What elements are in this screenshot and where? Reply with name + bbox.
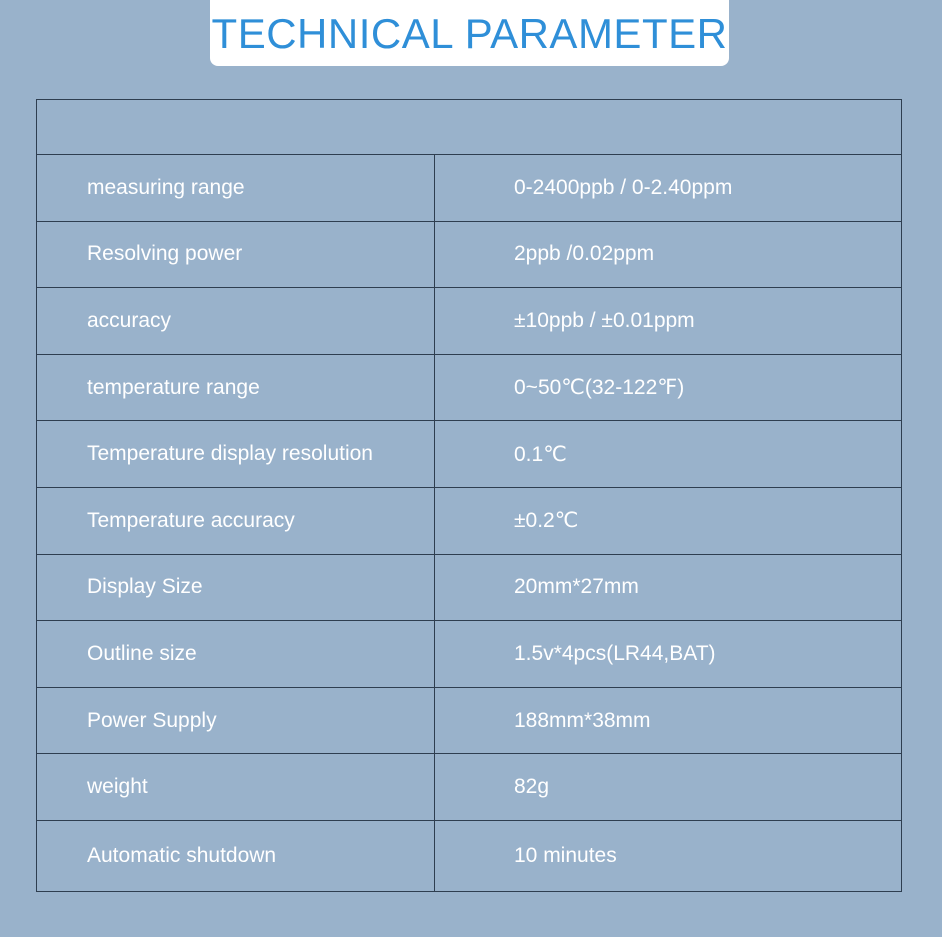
table-header-row: [37, 100, 901, 155]
parameter-label: Temperature accuracy: [37, 488, 435, 554]
parameter-value: 20mm*27mm: [514, 575, 639, 599]
parameter-value: ±0.2℃: [514, 509, 579, 533]
table-row: [37, 155, 901, 222]
table-body: [37, 155, 901, 891]
table-row: [37, 821, 901, 891]
spec-table: [36, 99, 902, 892]
parameter-label: Power Supply: [37, 688, 435, 754]
table-row: [37, 754, 901, 821]
parameter-value: 10 minutes: [514, 843, 617, 867]
table-row: [37, 688, 901, 755]
parameter-value: 0.1℃: [514, 442, 567, 466]
table-row: [37, 355, 901, 422]
parameter-label: Automatic shutdown: [37, 821, 435, 891]
parameter-value: 0-2400ppb / 0-2.40ppm: [514, 175, 733, 199]
table-row: [37, 555, 901, 622]
parameter-label: Temperature display resolution: [37, 421, 435, 487]
parameter-value: 0~50℃(32-122℉): [514, 376, 685, 400]
parameter-value: 82g: [514, 775, 550, 799]
parameter-value: 1.5v*4pcs(LR44,BAT): [514, 641, 716, 665]
parameter-value: 188mm*38mm: [514, 708, 651, 732]
table-row: [37, 488, 901, 555]
parameter-label: Resolving power: [37, 222, 435, 288]
title-banner: [210, 0, 729, 66]
parameter-label: temperature range: [37, 355, 435, 421]
page-title: TECHNICAL PARAMETER: [211, 10, 728, 57]
table-row: [37, 621, 901, 688]
parameter-label: measuring range: [37, 155, 435, 221]
parameter-label: accuracy: [37, 288, 435, 354]
table-row: [37, 222, 901, 289]
parameter-value: ±10ppb / ±0.01ppm: [514, 308, 695, 332]
parameter-label: Outline size: [37, 621, 435, 687]
table-row: [37, 288, 901, 355]
table-row: [37, 421, 901, 488]
parameter-value: 2ppb /0.02ppm: [514, 242, 655, 266]
parameter-label: Display Size: [37, 555, 435, 621]
parameter-label: weight: [37, 754, 435, 820]
